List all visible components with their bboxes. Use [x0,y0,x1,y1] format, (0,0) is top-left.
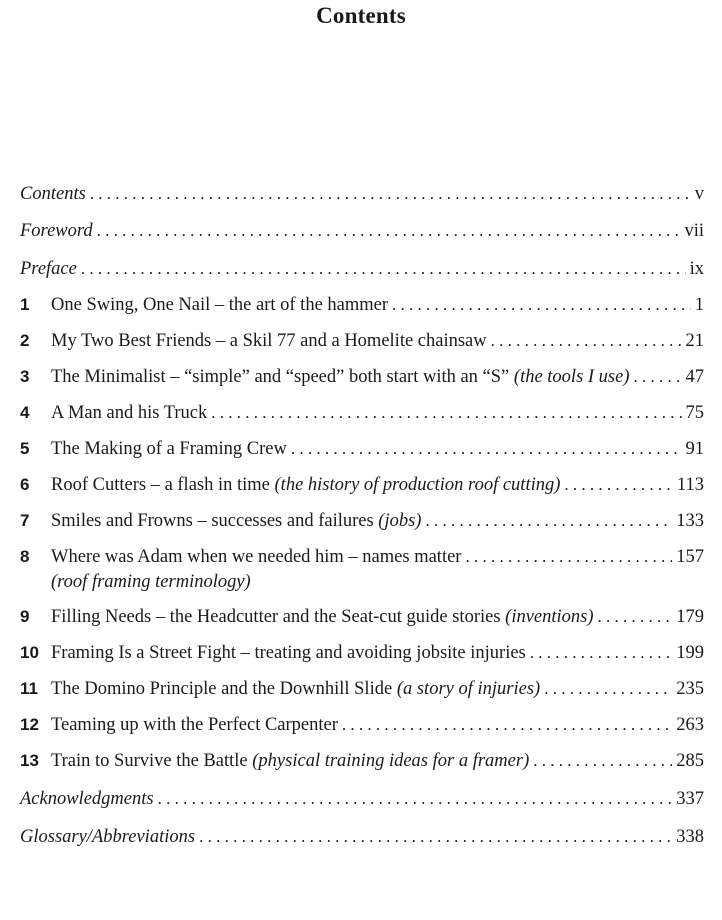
entry-subtitle: (inventions) [505,607,594,627]
toc-entry[interactable] [20,366,704,388]
entry-title-text: Teaming up with the Perfect Carpenter [51,715,338,735]
chapter-number: 2 [20,331,30,350]
entry-title-text: Glossary/Abbreviations [20,827,196,847]
page-number: 75 [685,403,704,423]
toc-entry[interactable] [20,642,704,664]
entry-title-text: The Minimalist – “simple” and “speed” both start with an “S” [51,367,514,387]
toc-entry[interactable] [20,678,704,700]
entry-title-text: Contents [20,184,86,204]
entry-title-text: Train to Survive the Battle [51,751,253,771]
entry-subtitle: (jobs) [378,511,422,531]
entry-title-text: One Swing, One Nail – the art of the hammer [51,295,389,315]
page-number: 1 [694,295,704,315]
chapter-number: 12 [20,715,39,734]
entry-title [51,714,338,736]
entry-title [51,438,287,460]
entry-title [20,826,195,848]
entry-title-text: Foreword [20,221,93,241]
entry-subtitle: (a story of injuries) [396,679,541,699]
entry-title [20,220,93,242]
dot-leader [425,510,672,532]
page-number: 113 [676,475,704,495]
dot-leader [530,642,672,664]
page-number: 47 [685,367,704,387]
page-number: v [694,184,704,204]
entry-title [51,366,630,388]
entry-title [20,183,86,205]
entry-subtitle: (physical training ideas for a framer) [252,751,530,771]
toc-entry[interactable] [20,438,704,460]
dot-leader [90,183,691,205]
chapter-number: 10 [20,643,39,662]
entry-title-text: Filling Needs – the Headcutter and the Seat-cut guide stories [51,607,506,627]
entry-title-text: Acknowledgments [20,789,154,809]
page-number: vii [684,221,704,241]
dot-leader [199,826,672,848]
entry-title [51,294,388,316]
entry-title [51,606,594,628]
entry-title-text: Smiles and Frowns – successes and failures [51,511,379,531]
entry-title [51,402,207,424]
dot-leader [158,788,673,810]
toc-entry[interactable] [20,826,704,848]
toc-entry[interactable] [20,606,704,628]
entry-title [51,330,487,352]
chapter-number: 6 [20,475,30,494]
entry-subtitle: (the history of production roof cutting) [274,475,561,495]
page-number: 199 [676,643,704,663]
toc-entry[interactable] [20,258,704,280]
entry-title [20,788,154,810]
chapter-number: 8 [20,547,30,566]
toc-entry[interactable] [20,294,704,316]
page-number: 21 [685,331,704,351]
entry-title-text: My Two Best Friends – a Skil 77 and a Homelite chainsaw [51,331,487,351]
dot-leader [465,546,672,568]
dot-leader [342,714,672,736]
page-number: 337 [676,789,704,809]
toc-entry[interactable] [20,750,704,772]
page-number: 157 [676,547,704,567]
entry-subtitle: (the tools I use) [513,367,630,387]
entry-title-text: Framing Is a Street Fight – treating and avoiding jobsite injuries [51,643,526,663]
dot-leader [211,402,681,424]
dot-leader [291,438,682,460]
entry-title-text: The Making of a Framing Crew [51,439,287,459]
toc-entry[interactable] [20,474,704,496]
toc-entry[interactable] [20,330,704,352]
entry-title [51,642,526,664]
page-number: 133 [676,511,704,531]
page-number: 179 [676,607,704,627]
toc-entry[interactable] [20,714,704,736]
toc-entry[interactable] [20,402,704,424]
dot-leader [81,258,686,280]
chapter-number: 4 [20,403,30,422]
page-number: ix [689,259,704,279]
chapter-number: 5 [20,439,30,458]
chapter-number: 3 [20,367,30,386]
chapter-number: 1 [20,295,30,314]
page-number: 235 [676,679,704,699]
toc-entry[interactable] [20,183,704,205]
chapter-number: 9 [20,607,30,626]
dot-leader [491,330,682,352]
dot-leader [392,294,691,316]
entry-title-continuation: (roof framing terminology) [51,572,251,592]
page-number: 338 [676,827,704,847]
entry-title [20,258,77,280]
dot-leader [533,750,672,772]
entry-title-text: Roof Cutters – a flash in time [51,475,275,495]
entry-title [51,510,421,532]
chapter-number: 13 [20,751,39,770]
dot-leader [97,220,681,242]
page-number: 285 [676,751,704,771]
toc-entry[interactable] [20,510,704,532]
chapter-number: 7 [20,511,30,530]
entry-title [51,546,461,568]
entry-title-text: The Domino Principle and the Downhill Slide [51,679,397,699]
entry-title [51,678,540,700]
chapter-number: 11 [20,679,38,698]
entry-title-text: Where was Adam when we needed him – names matter [51,547,462,567]
page-number: 263 [676,715,704,735]
dot-leader [598,606,673,628]
toc-entry[interactable] [20,220,704,242]
entry-title-text: Preface [20,259,77,279]
entry-title-text: A Man and his Truck [51,403,208,423]
page-title: Contents [316,3,406,28]
entry-title [51,750,529,772]
dot-leader [564,474,673,496]
toc-entry[interactable] [20,788,704,810]
dot-leader [634,366,682,388]
entry-title [51,474,560,496]
toc-entry[interactable] [20,546,704,568]
dot-leader [544,678,672,700]
page-number: 91 [685,439,704,459]
